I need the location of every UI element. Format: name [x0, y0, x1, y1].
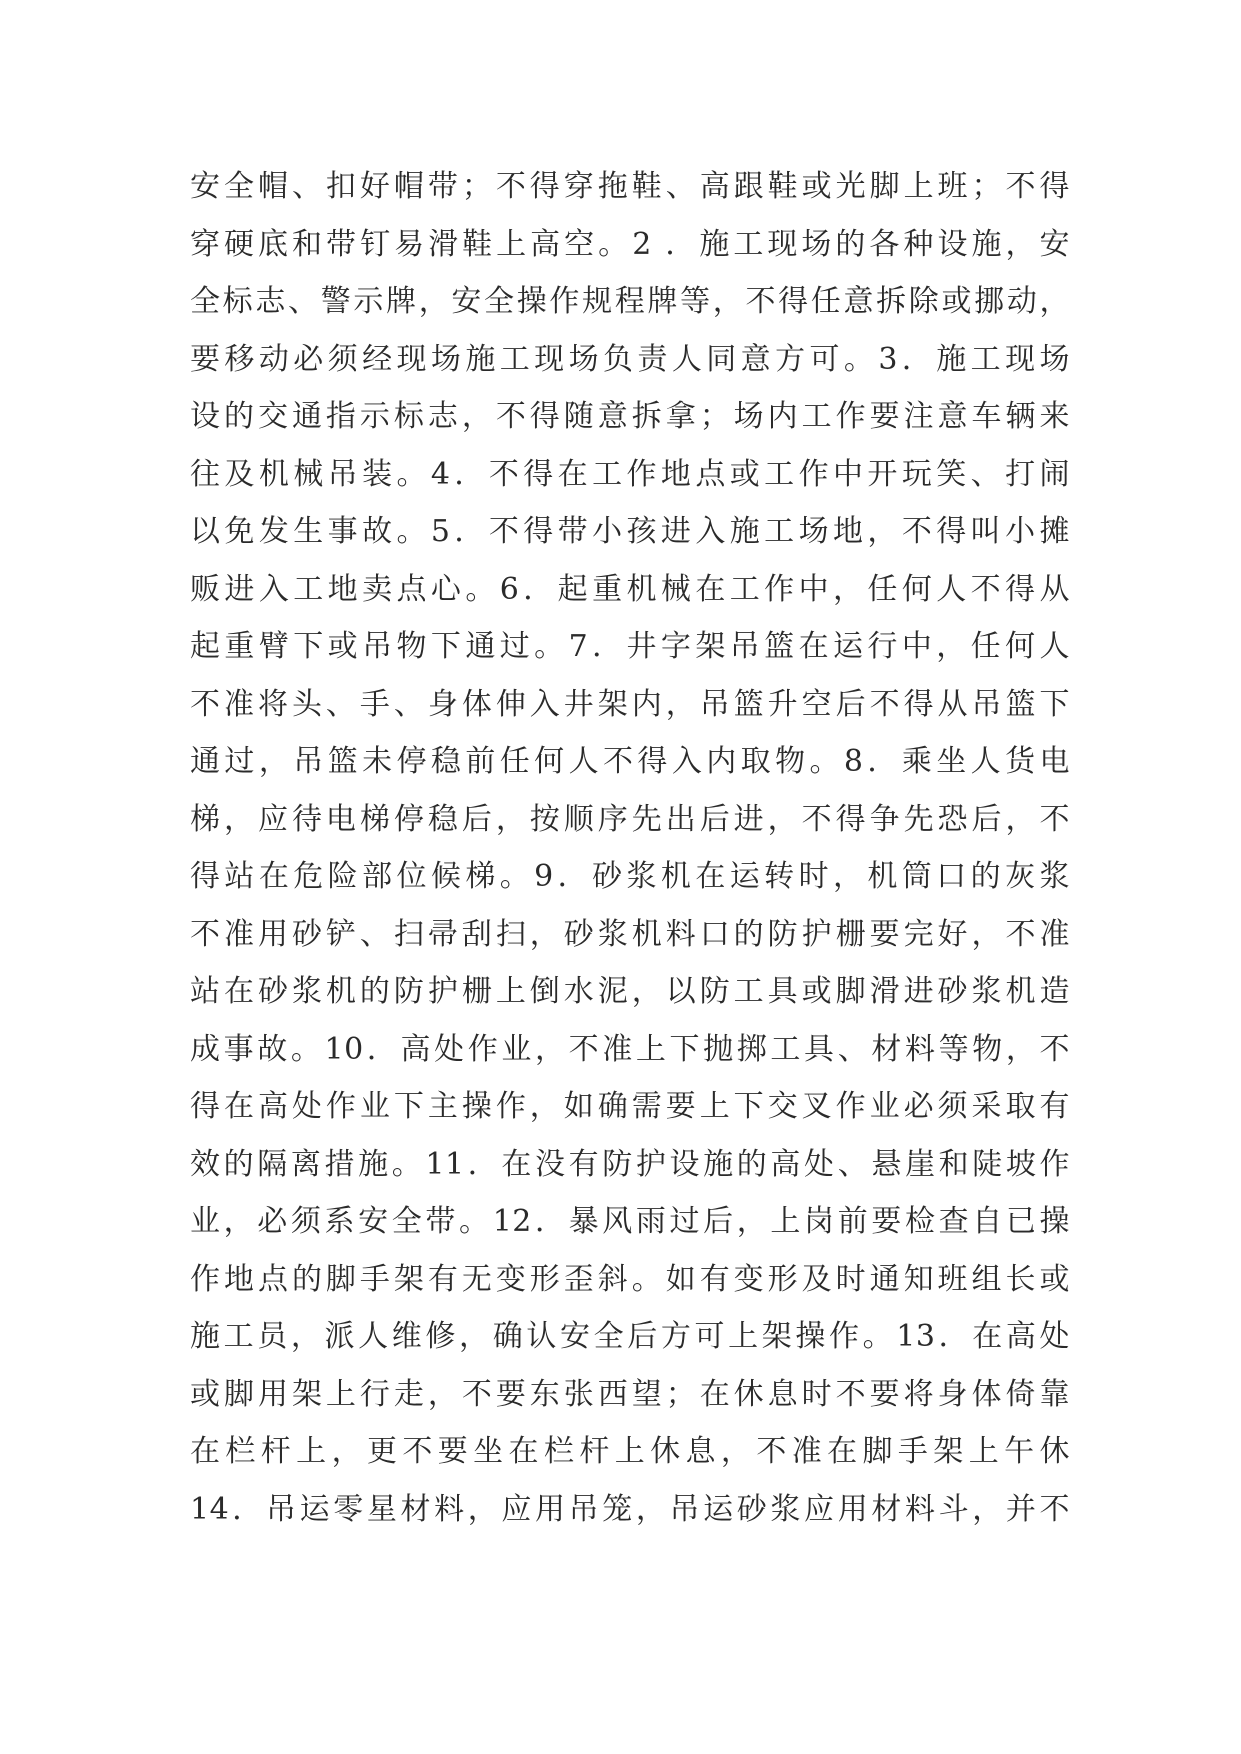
text-line: 梯，应待电梯停稳后，按顺序先出后进，不得争先恐后，不: [190, 801, 1070, 837]
text-line: 不准将头、手、身体伸入井架内，吊篮升空后不得从吊篮下: [190, 686, 1070, 722]
text-line: 全标志、警示牌，安全操作规程牌等，不得任意拆除或挪动，: [190, 284, 1070, 319]
text-line: 以免发生事故。5．不得带小孩进入施工场地，不得叫小摊: [190, 514, 1070, 549]
text-line: 设的交通指示标志，不得随意拆拿；场内工作要注意车辆来: [190, 399, 1070, 434]
text-line: 不准用砂铲、扫帚刮扫，砂浆机料口的防护栅要完好，不准: [190, 916, 1070, 952]
text-line: 起重臂下或吊物下通过。7．井字架吊篮在运行中，任何人: [190, 629, 1070, 664]
text-line: 或脚用架上行走，不要东张西望；在休息时不要将身体倚靠: [190, 1376, 1070, 1412]
text-line: 得站在危险部位候梯。9．砂浆机在运转时，机筒口的灰浆: [190, 859, 1070, 894]
text-line: 施工员，派人维修，确认安全后方可上架操作。13．在高处: [190, 1319, 1070, 1354]
text-line: 作地点的脚手架有无变形歪斜。如有变形及时通知班组长或: [190, 1261, 1070, 1297]
text-line: 在栏杆上，更不要坐在栏杆上休息，不准在脚手架上午休: [190, 1434, 1070, 1469]
text-line: 要移动必须经现场施工现场负责人同意方可。3．施工现场: [190, 341, 1070, 377]
text-line: 穿硬底和带钉易滑鞋上高空。2 ．施工现场的各种设施，安: [190, 226, 1070, 262]
text-line: 业，必须系安全带。12．暴风雨过后，上岗前要检查自已操: [190, 1204, 1070, 1239]
body-text: [190, 158, 1070, 1538]
text-line: 得在高处作业下主操作，如确需要上下交叉作业必须采取有: [190, 1089, 1070, 1124]
text-line: 站在砂浆机的防护栅上倒水泥，以防工具或脚滑进砂浆机造: [190, 974, 1070, 1009]
text-line: 往及机械吊装。4．不得在工作地点或工作中开玩笑、打闹: [190, 456, 1070, 492]
text-line: 通过，吊篮未停稳前任何人不得入内取物。8．乘坐人货电: [190, 744, 1070, 779]
text-line: 14．吊运零星材料，应用吊笼，吊运砂浆应用材料斗，并不: [190, 1491, 1070, 1527]
text-line: 贩进入工地卖点心。6．起重机械在工作中，任何人不得从: [190, 571, 1070, 607]
text-line: 效的隔离措施。11．在没有防护设施的高处、悬崖和陡坡作: [190, 1146, 1070, 1182]
text-line: 安全帽、扣好帽带；不得穿拖鞋、高跟鞋或光脚上班；不得: [190, 169, 1070, 204]
text-line: 成事故。10．高处作业，不准上下抛掷工具、材料等物，不: [190, 1031, 1070, 1067]
